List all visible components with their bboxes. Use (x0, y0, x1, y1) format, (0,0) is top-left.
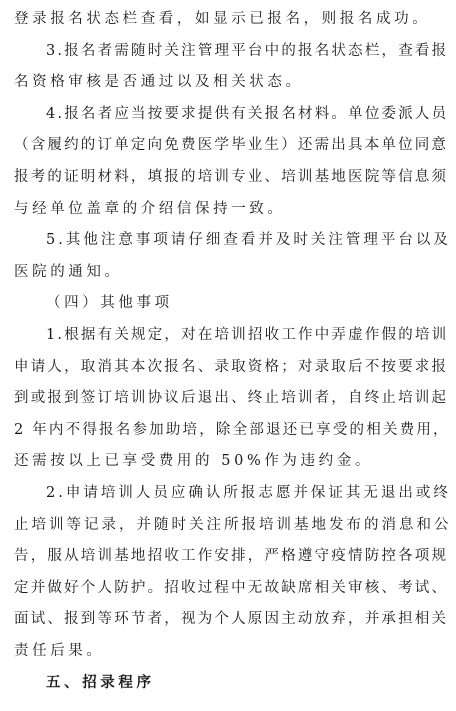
chapter-heading: 五、招录程序 (46, 674, 155, 691)
text-line: 3.报名者需随时关注管理平台中的报名状态栏，查看报 (46, 42, 449, 59)
text-line: 5.其他注意事项请仔细查看并及时关注管理平台以及 (46, 232, 451, 249)
section-heading: （四）其他事项 (46, 295, 173, 312)
text-line: 还需按以上已享受费用的 50%作为违约金。 (14, 453, 373, 470)
text-line: 告，服从培训基地招收工作安排，严格遵守疫情防控各项规 (14, 548, 449, 565)
text-line: 4.报名者应当按要求提供有关报名材料。单位委派人员 (46, 105, 449, 122)
text-line: 2.申请培训人员应确认所报志愿并保证其无退出或终 (46, 485, 451, 501)
text-line: 1.根据有关规定，对在培训招收工作中弄虚作假的培训 (46, 327, 449, 343)
text-line: 责任后果。 (14, 643, 105, 659)
text-line: 到或报到签订培训协议后退出、终止培训者，自终止培训起 (14, 390, 449, 407)
text-line: 登录报名状态栏查看，如显示已报名，则报名成功。 (14, 11, 431, 27)
text-line: （含履约的订单定向免费医学毕业生）还需出具本单位同意 (14, 137, 449, 154)
text-line: 与经单位盖章的介绍信保持一致。 (14, 200, 286, 217)
text-line: 申请人，取消其本次报名、录取资格；对录取后不按要求报 (14, 358, 449, 375)
text-line: 面试、报到等环节者，视为个人原因主动放弃，并承担相关 (14, 611, 449, 628)
text-line: 医院的通知。 (14, 263, 123, 280)
text-line: 报考的证明材料，填报的培训专业、培训基地医院等信息须 (14, 169, 449, 185)
text-line: 名资格审核是否通过以及相关状态。 (14, 74, 304, 91)
text-line: 定并做好个人防护。招收过程中无故缺席相关审核、考试、 (14, 579, 449, 596)
text-line: 2 年内不得报名参加助培，除全部退还已享受的相关费用， (14, 421, 450, 438)
text-line: 止培训等记录，并随时关注所报培训基地发布的消息和公 (14, 516, 452, 533)
